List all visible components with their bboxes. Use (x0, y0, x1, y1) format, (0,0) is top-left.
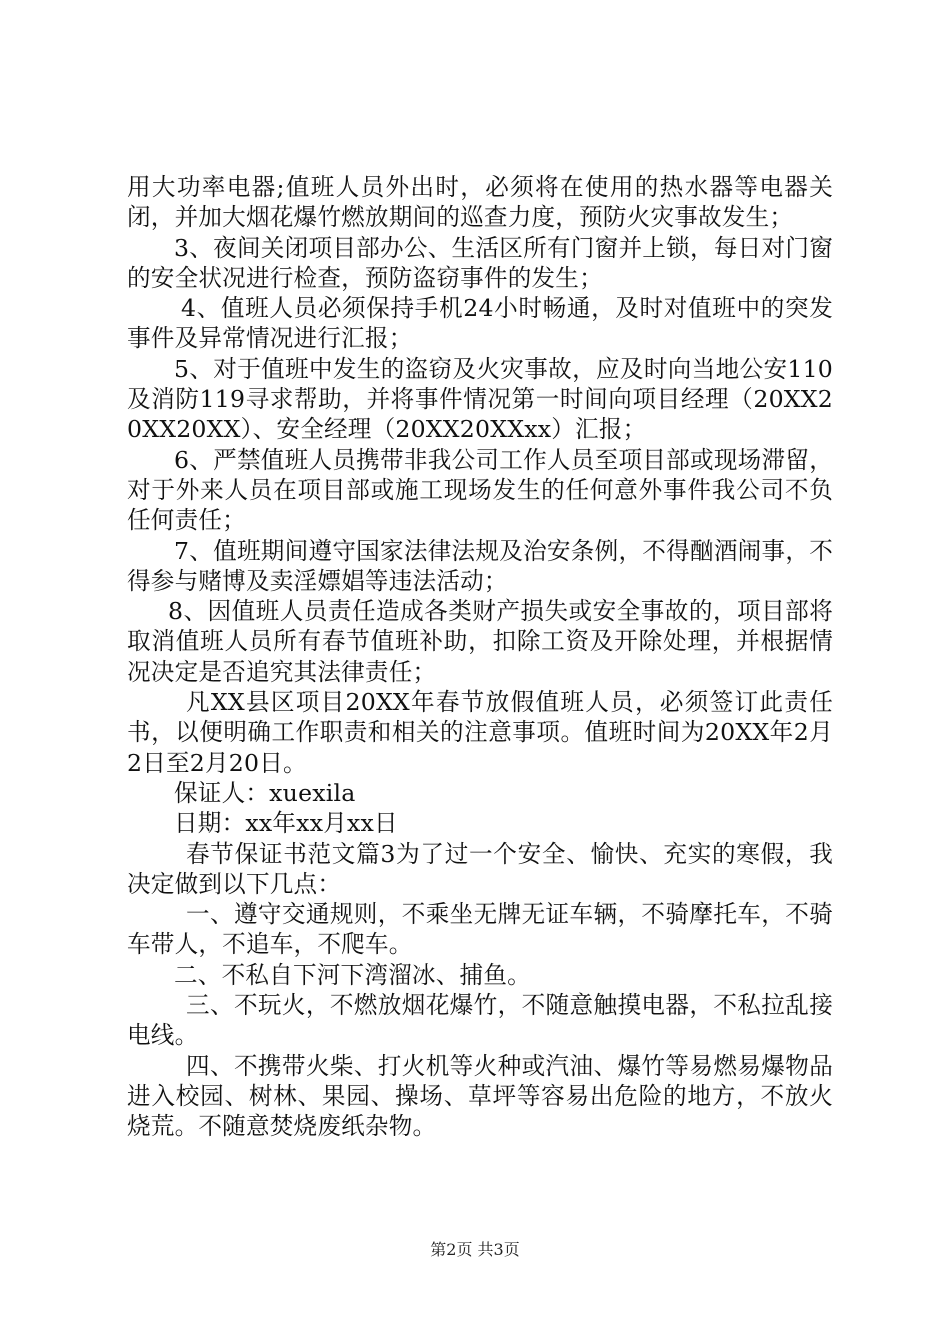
paragraph-sample-3-intro: 春节保证书范文篇3为了过一个安全、愉快、充实的寒假，我决定做到以下几点： (127, 839, 833, 898)
paragraph-item-3: 3、夜间关闭项目部办公、生活区所有门窗并上锁，每日对门窗的安全状况进行检查，预防盗窃事件的发生； (127, 233, 833, 292)
paragraph-rule-2: 二、不私自下河下湾溜冰、捕鱼。 (174, 960, 531, 989)
paragraph-guarantor: 保证人：xuexila (174, 778, 356, 807)
paragraph-rule-3: 三、不玩火，不燃放烟花爆竹，不随意触摸电器，不私拉乱接电线。 (127, 991, 833, 1050)
paragraph-date: 日期：xx年xx月xx日 (174, 809, 398, 838)
paragraph-statement: 凡XX县区项目20XX年春节放假值班人员，必须签订此责任书，以便明确工作职责和相关的注意事项。值班时间为20XX年2月2日至2月20日。 (127, 688, 833, 777)
page-indicator: 第2页 共3页 (430, 1240, 520, 1259)
paragraph-item-4: 4、值班人员必须保持手机24小时畅通，及时对值班中的突发事件及异常情况进行汇报； (127, 294, 833, 353)
paragraph-item-7: 7、值班期间遵守国家法律法规及治安条例，不得酗酒闹事，不得参与赌博及卖淫嫖娼等违法活动； (127, 536, 833, 595)
paragraph-rule-4: 四、不携带火柴、打火机等火种或汽油、爆竹等易燃易爆物品进入校园、树林、果园、操场、草坪等容易出危险的地方，不放火烧荒。不随意焚烧废纸杂物。 (127, 1051, 833, 1141)
paragraph-continuation: 用大功率电器;值班人员外出时，必须将在使用的热水器等电器关闭，并加大烟花爆竹燃放期间的巡查力度，预防火灾事故发生； (127, 173, 833, 232)
page-footer (0, 1240, 950, 1260)
paragraph-item-5: 5、对于值班中发生的盗窃及火灾事故，应及时向当地公安110及消防119寻求帮助，并将事件情况第一时间向项目经理（20XX20XX20XX）、安全经理（20XX20XXxx）汇报； (127, 354, 833, 444)
paragraph-item-6: 6、严禁值班人员携带非我公司工作人员至项目部或现场滞留，对于外来人员在项目部或施工现场发生的任何意外事件我公司不负任何责任； (127, 445, 833, 535)
paragraph-rule-1: 一、遵守交通规则，不乘坐无牌无证车辆，不骑摩托车，不骑车带人，不追车，不爬车。 (127, 900, 833, 959)
paragraph-item-8: 8、因值班人员责任造成各类财产损失或安全事故的，项目部将取消值班人员所有春节值班补助，扣除工资及开除处理，并根据情况决定是否追究其法律责任； (127, 597, 833, 686)
document-body (127, 172, 833, 1142)
